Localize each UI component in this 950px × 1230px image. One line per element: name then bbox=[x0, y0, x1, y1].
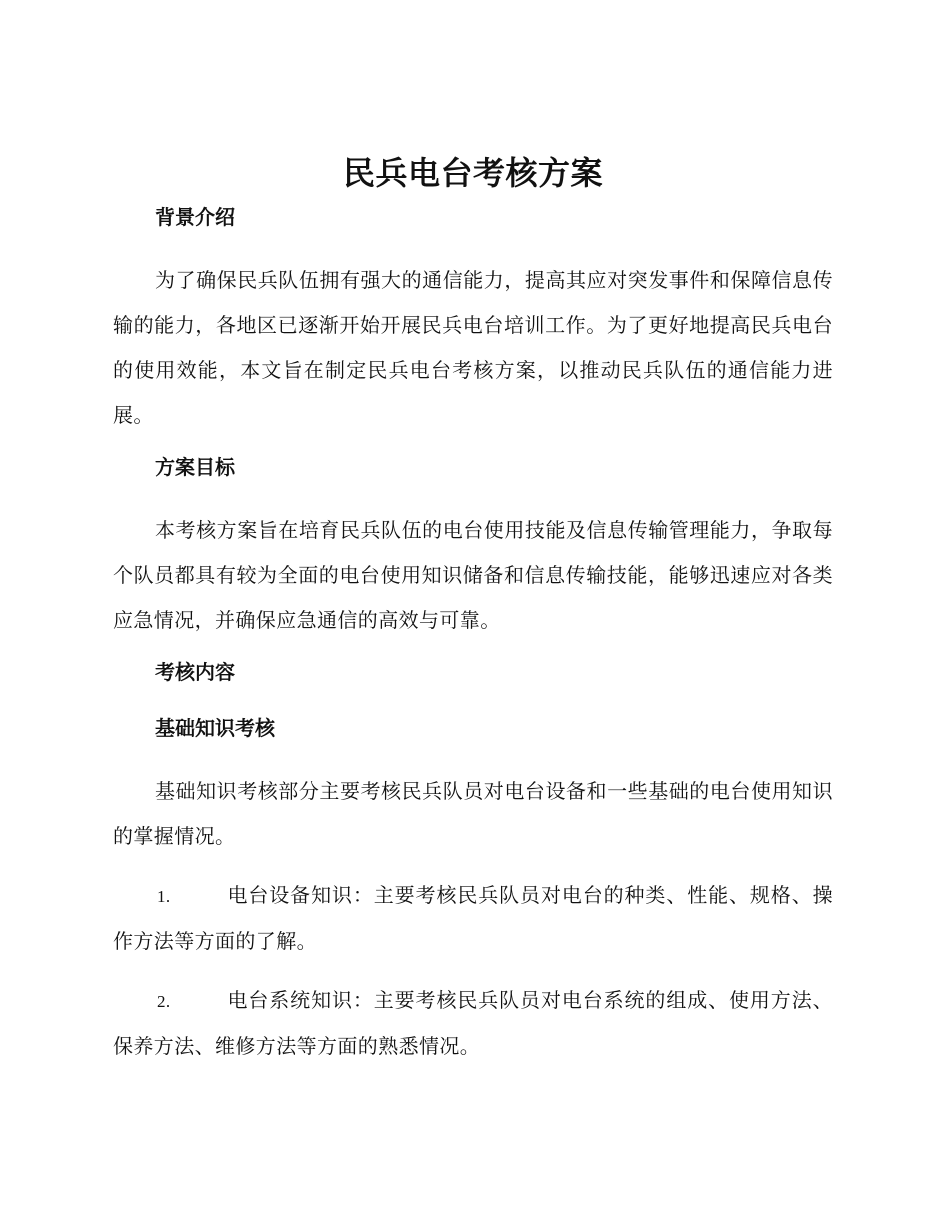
list-item bbox=[113, 873, 833, 964]
section-heading-content: 考核内容 bbox=[155, 660, 235, 684]
list-item bbox=[113, 978, 833, 1069]
section-heading-background: 背景介绍 bbox=[155, 205, 235, 229]
section-heading-goal: 方案目标 bbox=[155, 455, 235, 479]
background-paragraph: 为了确保民兵队伍拥有强大的通信能力，提高其应对突发事件和保障信息传输的能力，各地区已逐渐开始开展民兵电台培训工作。为了更好地提高民兵电台的使用效能，本文旨在制定民兵电台考核方案，以推动民兵队伍的通信能力进展。 bbox=[113, 268, 833, 427]
section-heading-basic: 基础知识考核 bbox=[155, 716, 275, 740]
goal-paragraph: 本考核方案旨在培育民兵队伍的电台使用技能及信息传输管理能力，争取每个队员都具有较为全面的电台使用知识储备和信息传输技能，能够迅速应对各类应急情况，并确保应急通信的高效与可靠。 bbox=[113, 518, 833, 632]
list-item-number: 1. bbox=[157, 887, 171, 906]
list-item-text: 电台设备知识：主要考核民兵队员对电台的种类、性能、规格、操作方法等方面的了解。 bbox=[113, 883, 833, 953]
list-item-text: 电台系统知识：主要考核民兵队员对电台系统的组成、使用方法、保养方法、维修方法等方面的熟悉情况。 bbox=[113, 988, 833, 1058]
list-item-number: 2. bbox=[157, 992, 171, 1011]
document-title: 民兵电台考核方案 bbox=[342, 154, 603, 192]
basic-paragraph: 基础知识考核部分主要考核民兵队员对电台设备和一些基础的电台使用知识的掌握情况。 bbox=[113, 779, 833, 848]
document-page bbox=[113, 150, 833, 1083]
